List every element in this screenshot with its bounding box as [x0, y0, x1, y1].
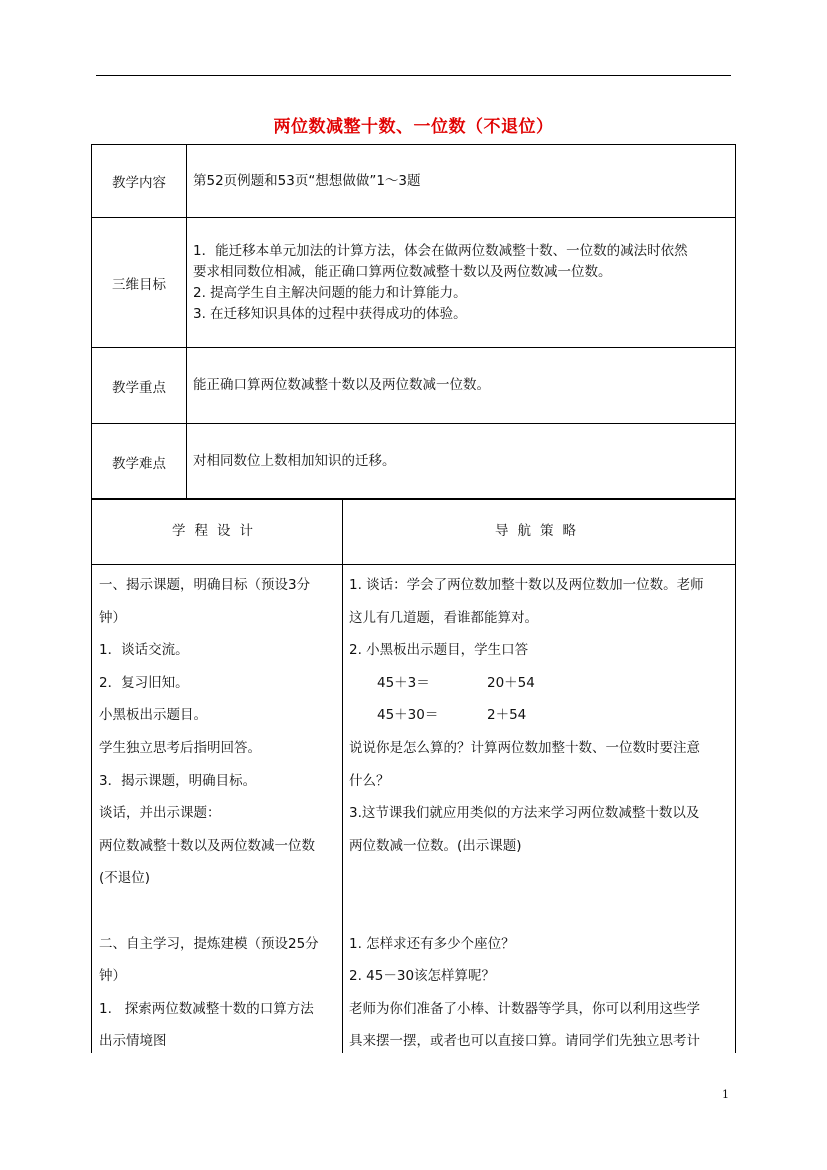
text-line: 2. 提高学生自主解决问题的能力和计算能力。 — [193, 284, 467, 301]
exercise: 45＋30＝ — [377, 707, 439, 724]
row-three-dimensional-goals — [92, 218, 736, 348]
text-line: 小黑板出示题目。 — [99, 707, 207, 724]
text-line: 钟） — [99, 609, 126, 626]
label-goals: 三维目标 — [92, 218, 187, 348]
learning-design-column — [99, 569, 339, 1058]
text-line: 什么？ — [349, 772, 390, 789]
label-key-point: 教学重点 — [92, 348, 187, 424]
label-teaching-content: 教学内容 — [92, 145, 187, 218]
lesson-process-table — [91, 498, 736, 1053]
text-line: 出示情境图 — [99, 1033, 167, 1050]
header-rule — [96, 75, 731, 76]
header-divider — [92, 564, 735, 565]
text-line: 3.这节课我们就应用类似的方法来学习两位数减整十数以及 — [349, 805, 700, 822]
text-line: 具来摆一摆，或者也可以直接口算。请同学们先独立思考计 — [349, 1033, 700, 1050]
text-line: 2. 小黑板出示题目，学生口答 — [349, 642, 529, 659]
text-line: 一、揭示课题，明确目标（预设3分 — [99, 577, 311, 593]
text-line: (不退位) — [99, 870, 151, 887]
navigation-strategy-column — [349, 569, 733, 1058]
blank-line — [349, 862, 733, 895]
value-difficulty — [187, 424, 736, 500]
header-navigation-strategy: 导航策略 — [495, 523, 585, 539]
blank-line — [349, 895, 733, 928]
row-teaching-content — [92, 145, 736, 218]
value-teaching-content — [187, 145, 736, 218]
value-key-point — [187, 348, 736, 424]
header-learning-design: 学程设计 — [172, 523, 262, 539]
row-difficulty — [92, 424, 736, 500]
blank-line — [99, 895, 339, 928]
row-key-point — [92, 348, 736, 424]
document-title: 两位数减整十数、一位数（不退位） — [273, 117, 554, 137]
text-line: 2．复习旧知。 — [99, 674, 189, 691]
text-line: 说说你是怎么算的？计算两位数加整十数、一位数时要注意 — [349, 739, 700, 756]
text-line: 1. 怎样求还有多少个座位？ — [349, 935, 515, 952]
lesson-info-table — [91, 144, 736, 500]
text-line: 3．揭示课题，明确目标。 — [99, 772, 257, 789]
text-line: 学生独立思考后指明回答。 — [99, 739, 261, 756]
text-line: 两位数减一位数。(出示课题) — [349, 837, 522, 854]
text-line: 1．谈话交流。 — [99, 642, 189, 659]
text-line: 这儿有几道题，看谁都能算对。 — [349, 609, 538, 626]
column-divider — [342, 499, 343, 1053]
value-goals — [187, 218, 736, 348]
exercise: 20＋54 — [487, 674, 535, 691]
text-line: 要求相同数位相减，能正确口算两位数减整十数以及两位数减一位数。 — [193, 263, 612, 280]
exercise-row — [349, 699, 733, 732]
text-line: 钟） — [99, 968, 126, 985]
label-difficulty: 教学难点 — [92, 424, 187, 500]
text-line: 2. 45－30该怎样算呢？ — [349, 968, 496, 985]
text-line: 1. 谈话：学会了两位数加整十数以及两位数加一位数。老师 — [349, 577, 704, 593]
text-line: 老师为你们准备了小棒、计数器等学具，你可以利用这些学 — [349, 1000, 700, 1017]
text-line: 谈话，并出示课题： — [99, 805, 221, 822]
text-line: 1. 探索两位数减整十数的口算方法 — [99, 1000, 314, 1017]
text-line: 对相同数位上数相加知识的迁移。 — [193, 453, 396, 469]
exercise: 2＋54 — [487, 707, 527, 724]
text-line: 1．能迁移本单元加法的计算方法，体会在做两位数减整十数、一位数的减法时依然 — [193, 242, 688, 259]
text-line: 两位数减整十数以及两位数减一位数 — [99, 837, 315, 854]
text-line: 二、自主学习，提炼建模（预设25分 — [99, 935, 319, 952]
text-line: 3. 在迁移知识具体的过程中获得成功的体验。 — [193, 305, 467, 322]
exercise: 45＋3＝ — [377, 674, 430, 691]
exercise-row — [349, 667, 733, 700]
text-line: 第52页例题和53页“想想做做”1～3题 — [193, 172, 421, 189]
text-line: 能正确口算两位数减整十数以及两位数减一位数。 — [193, 377, 490, 393]
page-number: 1 — [722, 1088, 729, 1101]
